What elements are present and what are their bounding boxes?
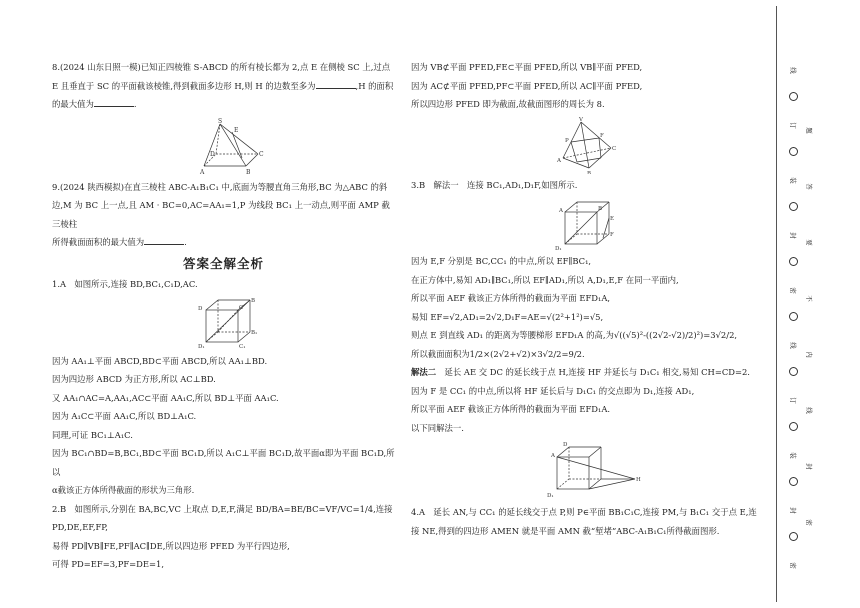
binding-char: 装 xyxy=(788,177,797,184)
svg-text:B₁: B₁ xyxy=(251,329,258,336)
svg-text:D: D xyxy=(563,442,568,448)
a1-text-1: 1.A 如图所示,连接 BD,BC₁,C₁D,AC. xyxy=(52,279,198,289)
a3-text-5: 易知 EF=√2,AD₁=2√2,D₁F=AE=√(2²+1²)=√5, xyxy=(411,311,604,322)
binding-circle xyxy=(789,367,798,376)
a3-text-2: 因为 E,F 分别是 BC,CC₁ 的中点,所以 EF∥BC₁, xyxy=(411,256,592,266)
binding-note-char: 要 xyxy=(804,239,813,246)
binding-strip xyxy=(778,0,813,608)
binding-note-char: 题 xyxy=(804,127,813,134)
binding-char: 线 xyxy=(788,67,797,74)
binding-note-char: 线 xyxy=(804,407,813,414)
a3-sol2-text-2: 因为 F 是 CC₁ 的中点,所以将 HF 延长后与 D₁C₁ 的交点即为 D₁,连接 AD₁, xyxy=(411,385,695,396)
svg-text:B: B xyxy=(587,170,592,174)
a3-sol2-text-3: 所以平面 AEF 截该正方体所得的截面为平面 EFD₁A. xyxy=(411,404,611,414)
svg-text:E: E xyxy=(234,126,239,134)
a3-text-4: 所以平面 AEF 截该正方体所得的截面为平面 EFD₁A, xyxy=(411,293,611,303)
right-column xyxy=(411,58,761,540)
cube-figure-2 xyxy=(411,196,761,250)
binding-circle xyxy=(789,312,798,321)
a3-text-3: 在正方体中,易知 AD₁∥BC₁,所以 EF∥AD₁,所以 A,D₁,E,F 在同一平面内, xyxy=(411,274,679,285)
svg-text:A: A xyxy=(200,168,205,176)
svg-text:A: A xyxy=(559,208,563,214)
a1-text-2: 因为 AA₁⊥平面 ABCD,BD⊂平面 ABCD,所以 AA₁⊥BD. xyxy=(52,355,268,366)
svg-text:B: B xyxy=(598,206,603,212)
svg-text:P: P xyxy=(565,137,569,144)
section-title: 答案全解全析 xyxy=(182,255,264,271)
svg-text:A: A xyxy=(557,157,561,164)
binding-circle xyxy=(789,422,798,431)
a3-text-6: 则点 E 到直线 AD₁ 的距离为等腰梯形 EFD₁A 的高,为√((√5)²-((2√2-√2)/2)²)=3√2/2, xyxy=(411,330,738,340)
binding-circle xyxy=(789,532,798,541)
svg-text:S: S xyxy=(218,117,223,125)
svg-text:D: D xyxy=(198,305,203,312)
a2-text-2: 易得 PD∥VB∥FE,PF∥AC∥DE,所以四边形 PFED 为平行四边形, xyxy=(52,540,290,551)
svg-text:H: H xyxy=(636,477,641,483)
binding-char: 封 xyxy=(788,232,797,239)
binding-circle xyxy=(789,257,798,266)
left-column xyxy=(52,58,395,574)
q9-text-3: 所得截面面积的最大值为 . xyxy=(52,237,187,247)
binding-char: 密 xyxy=(788,287,797,294)
svg-text:D: D xyxy=(210,150,215,158)
svg-text:B: B xyxy=(251,297,256,304)
binding-circle xyxy=(789,147,798,156)
cube-figure-1 xyxy=(52,296,395,350)
svg-text:B: B xyxy=(246,168,251,176)
a4-text-2: 接 NE,得到的四边形 AMEN 就是平面 AMN 截“堑堵”ABC-A₁B₁C₁所得截面图形. xyxy=(411,525,720,536)
q8-text-3: 的最大值为 . xyxy=(52,99,137,109)
a1-text-8: α截该正方体所得截面的形状为三角形. xyxy=(52,485,195,495)
a4-text-1: 4.A 延长 AN,与 CC₁ 的延长线交于点 P,则 P∈平面 BB₁C₁C,连接 PM,与 B₁C₁ 交于点 E,连 xyxy=(411,507,757,517)
a3-sol2-text-4: 以下同解法一. xyxy=(411,422,464,433)
binding-note-char: 内 xyxy=(804,351,813,358)
svg-text:C: C xyxy=(259,150,264,158)
q8-text-2: E 且垂直于 SC 的平面截该棱锥,得到截面多边形 H,则 H 的边数至多为 ,H 的面积 xyxy=(52,80,394,91)
binding-note-char: 不 xyxy=(804,295,813,302)
q9-text-2: 边,M 为 BC 上一点,且 AM · BC=0,AC=AA₁=1,P 为线段 BC₁ 上一动点,则平面 AMP 截三棱柱 xyxy=(52,200,390,229)
binding-circle xyxy=(789,202,798,211)
binding-char: 装 xyxy=(788,452,797,459)
binding-char: 封 xyxy=(788,507,797,514)
svg-text:F: F xyxy=(600,132,604,139)
svg-text:C: C xyxy=(612,145,617,152)
binding-note-char: 密 xyxy=(804,519,813,526)
svg-text:F: F xyxy=(610,232,614,238)
r-text-2: 因为 AC⊄平面 PFED,PF⊂平面 PFED,所以 AC∥平面 PFED, xyxy=(411,80,643,91)
binding-char: 线 xyxy=(788,342,797,349)
svg-text:A: A xyxy=(551,453,555,459)
q8-answer-blank-2 xyxy=(94,97,134,107)
solution-2-label: 解法二 xyxy=(411,367,437,377)
a3-text-1: 3.B 解法一 连接 BC₁,AD₁,D₁F,如图所示. xyxy=(411,179,578,190)
a1-text-3: 因为四边形 ABCD 为正方形,所以 AC⊥BD. xyxy=(52,374,216,384)
svg-text:E: E xyxy=(610,216,615,222)
a2-text-3: 可得 PD=EF=3,PF=DE=1, xyxy=(52,559,165,569)
q8-text-1: 8.(2024 山东日照一模)已知正四棱锥 S-ABCD 的所有棱长都为 2,点 E 在侧棱 SC 上,过点 xyxy=(52,62,391,72)
cube-figure-3 xyxy=(411,439,761,501)
r-text-1: 因为 VB⊄平面 PFED,FE⊂平面 PFED,所以 VB∥平面 PFED, xyxy=(411,62,643,72)
binding-char: 订 xyxy=(788,397,797,404)
q9-answer-blank xyxy=(144,235,184,245)
tetrahedron-figure xyxy=(411,116,761,174)
svg-text:D₁: D₁ xyxy=(547,493,554,499)
a3-sol2-text-1: 解法二 延长 AE 交 DC 的延长线于点 H,连接 HF 并延长与 D₁C₁ 相交,易知 CH=CD=2. xyxy=(411,367,750,377)
binding-char: 订 xyxy=(788,122,797,129)
a1-text-6: 同理,可证 BC₁⊥A₁C. xyxy=(52,429,133,440)
r-text-3: 所以四边形 PFED 即为截面,故截面图形的周长为 8. xyxy=(411,99,605,109)
binding-note-char: 答 xyxy=(804,183,813,190)
binding-circle xyxy=(789,477,798,486)
a1-text-4: 又 AA₁∩AC=A,AA₁,AC⊂平面 AA₁C,所以 BD⊥平面 AA₁C. xyxy=(52,392,279,403)
binding-char: 密 xyxy=(788,562,797,569)
svg-text:C: C xyxy=(239,304,244,311)
binding-circle xyxy=(789,92,798,101)
svg-text:D₁: D₁ xyxy=(198,343,205,350)
svg-text:D₁: D₁ xyxy=(555,246,562,250)
a2-text-1: 2.B 如图所示,分别在 BA,BC,VC 上取点 D,E,F,满足 BD/BA=BE/BC=VF/VC=1/4,连接 PD,DE,EF,FP, xyxy=(52,503,393,532)
binding-note-char: 封 xyxy=(804,463,813,470)
q8-answer-blank-1 xyxy=(316,79,356,89)
pyramid-figure xyxy=(52,116,395,176)
a3-text-7: 所以截面面积为1/2×(2√2+√2)×3√2/2=9/2. xyxy=(411,348,585,359)
svg-text:C₁: C₁ xyxy=(239,343,246,350)
q9-text-1: 9.(2024 陕西模拟)在直三棱柱 ABC-A₁B₁C₁ 中,底面为等腰直角三角形,BC 为△ABC 的斜 xyxy=(52,181,388,192)
a1-text-5: 因为 A₁C⊂平面 AA₁C,所以 BD⊥A₁C. xyxy=(52,411,197,421)
a1-text-7: 因为 BC₁∩BD=B,BC₁,BD⊂平面 BC₁D,所以 A₁C⊥平面 BC₁D,故平面α即为平面 BC₁D,所以 xyxy=(52,448,395,477)
svg-text:V: V xyxy=(579,116,583,123)
binding-line xyxy=(776,6,777,602)
